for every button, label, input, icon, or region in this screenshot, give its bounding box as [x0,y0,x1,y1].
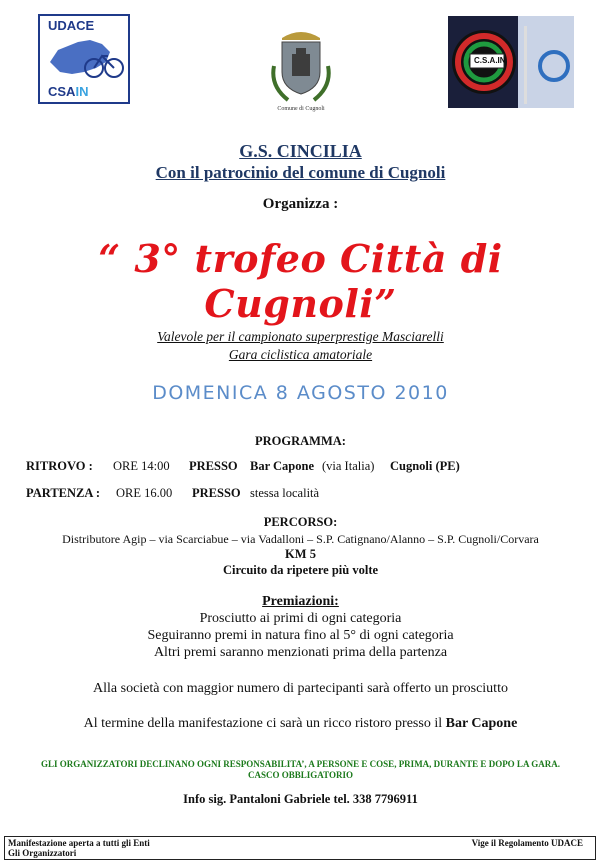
crest-caption: Comune di Cugnoli [277,106,325,112]
cugnoli-crest [268,26,334,118]
prize-line-3: Altri premi saranno menzionati prima della partenza [153,645,448,660]
event-date: DOMENICA 8 AGOSTO 2010 [152,382,449,404]
udace-csain-logo [38,14,130,104]
program-heading: PROGRAMMA: [255,434,346,448]
organizes-label: Organizza : [262,196,339,212]
route-heading: PERCORSO: [263,515,338,529]
valid-for-line: Valevole per il campionato superprestige Masciarelli [157,329,444,344]
ritrovo-town: Cugnoli (PE) [390,459,460,473]
ritrovo-presso: PRESSO [189,459,238,473]
footer-box [4,836,596,860]
route-description: Distributore Agip – via Scarciabue – via Vadalloni – S.P. Catignano/Alanno – S.P. Cugnoli/Corvara [62,532,539,546]
patronage-line: Con il patrocinio del comune di Cugnoli [155,163,446,182]
race-type-line: Gara ciclistica amatoriale [228,347,373,362]
footer-regulation: Vige il Regolamento UDACE [471,838,583,848]
footer-left [8,838,150,858]
csain-emblem-icon [448,16,574,108]
helmet-mandatory: CASCO OBBLIGATORIO [248,770,353,780]
partenza-label: PARTENZA : [26,486,100,500]
trophy-title: “ 3° trofeo Città di Cugnoli” [98,236,503,326]
partenza-presso: PRESSO [192,486,241,500]
partenza-place: stessa località [250,486,320,500]
ristoro-line: Al termine della manifestazione ci sarà un ricco ristoro presso il Bar Capone [83,716,518,731]
society-prize-line: Alla società con maggior numero di partecipanti sarà offerto un prosciutto [93,681,508,696]
csain-logo [448,16,574,108]
ritrovo-label: RITROVO : [26,459,93,473]
info-contact: Info sig. Pantaloni Gabriele tel. 338 7796911 [183,792,418,806]
route-distance: KM 5 [285,547,316,561]
footer-organizers: Gli Organizzatori [8,848,77,858]
ritrovo-time: ORE 14:00 [113,459,170,473]
udace-logo-text: UDACE [48,18,95,33]
europe-cyclist-icon [44,32,126,84]
footer-open-to-all: Manifestazione aperta a tutti gli Enti [8,838,150,848]
route-circuit: Circuito da ripetere più volte [222,563,379,577]
prize-line-2: Seguiranno premi in natura fino al 5° di ogni categoria [147,628,454,643]
club-name: G.S. CINCILIA [239,141,362,161]
ritrovo-place: Bar Capone [250,459,315,473]
prizes-heading: Premiazioni: [262,594,339,609]
csain-logo-text: CSAIN [48,84,89,99]
partenza-time: ORE 16.00 [116,486,173,500]
csain-badge-text: C.S.A.IN [474,56,506,65]
disclaimer-line: GLI ORGANIZZATORI DECLINANO OGNI RESPONSABILITA’, A PERSONE E COSE, PRIMA, DURANTE E DOPO LA GARA. [41,759,560,769]
town-crest-icon [268,26,334,106]
ritrovo-note: (via Italia) [322,459,375,473]
prize-line-1: Prosciutto ai primi di ogni categoria [199,611,402,626]
